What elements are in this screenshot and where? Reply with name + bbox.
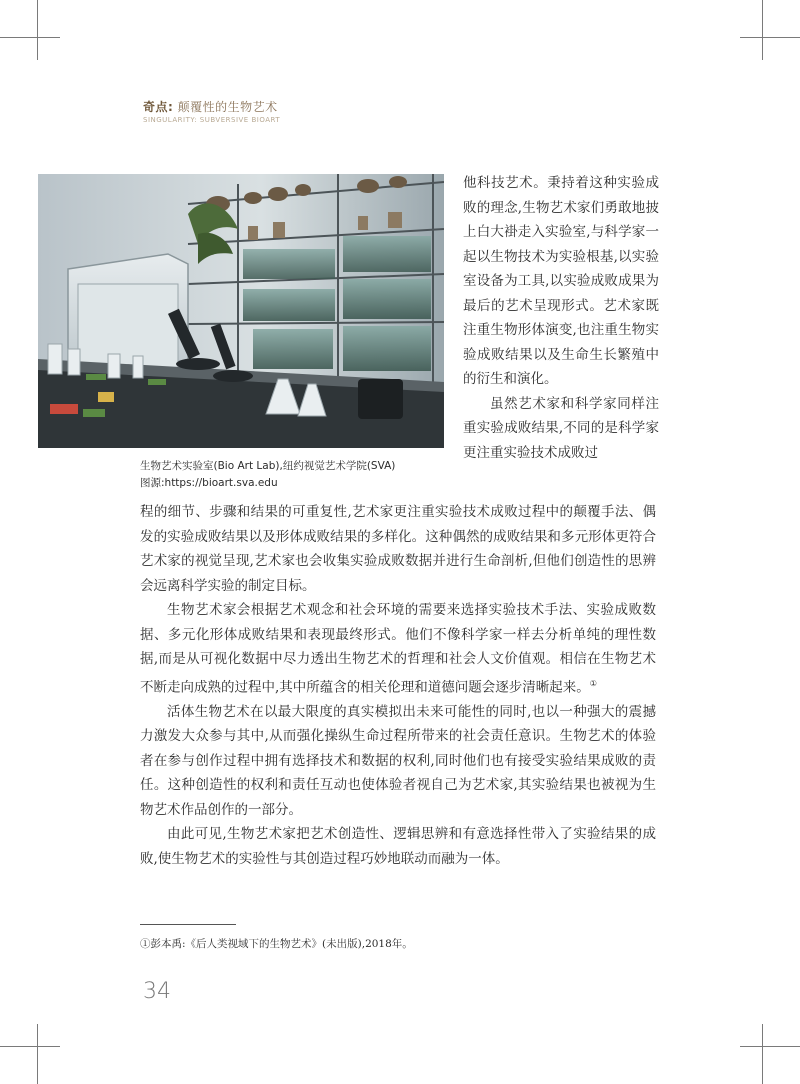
lab-photo — [38, 174, 444, 448]
book-title: 颠覆性的生物艺术 — [177, 100, 278, 114]
paragraph: 程的细节、步骤和结果的可重复性,艺术家更注重实验技术成败过程中的颠覆手法、偶发的实验成败结果以及形体成败结果的多样化。这种偶然的成败结果和多元形体更符合艺术家的视觉呈现,艺术家也会收集实验成败数据并进行生命剖析,但他们创造性的思辨会远离科学实验的制定目标。 — [140, 504, 656, 594]
crop-mark — [740, 37, 800, 38]
caption-title: 生物艺术实验室(Bio Art Lab),纽约视觉艺术学院(SVA) — [140, 460, 396, 472]
footnote: ①彭本禹:《后人类视域下的生物艺术》(未出版),2018年。 — [140, 938, 413, 950]
paragraph — [140, 598, 656, 700]
crop-mark — [37, 0, 38, 60]
body-text — [140, 500, 656, 871]
crop-mark — [37, 1024, 38, 1084]
crop-mark — [0, 37, 60, 38]
book-subtitle: SINGULARITY: SUBVERSIVE BIOART — [143, 116, 281, 124]
paragraph: 他科技艺术。秉持着这种实验成败的理念,生物艺术家们勇敢地披上白大褂走入实验室,与科学家一起以生物技术为实验根基,以实验室设备为工具,以实验成败成果为最后的艺术呈现形式。艺术家既注重生物形体演变,也注重生物实验成败结果以及生命生长繁殖中的衍生和演化。 — [463, 175, 659, 387]
series-name: 奇点: — [143, 100, 174, 114]
page-number: 34 — [143, 979, 171, 1004]
paragraph: 活体生物艺术在以最大限度的真实模拟出未来可能性的同时,也以一种强大的震撼力激发大众参与其中,从而强化操纵生命过程所带来的社会责任意识。生物艺术的体验者在参与创作过程中拥有选择技术和数据的权利,同时他们也有接受实验结果成败的责任。这种创造性的权利和责任互动也使体验者视自己为艺术家,其实验结果也被视为生物艺术作品创作的一部分。 — [140, 703, 656, 818]
crop-mark — [740, 1046, 800, 1047]
crop-mark — [762, 0, 763, 60]
footnote-ref[interactable]: ① — [589, 678, 597, 688]
paragraph-text: 生物艺术家会根据艺术观念和社会环境的需要来选择实验技术手法、实验成败数据、多元化形体成败结果和表现最终形式。他们不像科学家一样去分析单纯的理性数据,而是从可视化数据中尽力透出生物艺术的哲理和社会人文价值观。相信在生物艺术不断走向成熟的过程中,其中所蕴含的相关伦理和道德问题会逐步清晰起来。 — [140, 602, 656, 695]
crop-mark — [762, 1024, 763, 1084]
right-column-text — [463, 171, 659, 465]
paragraph: 虽然艺术家和科学家同样注重实验成败结果,不同的是科学家更注重实验技术成败过 — [463, 395, 659, 461]
figure-caption — [140, 458, 395, 492]
running-header — [143, 98, 280, 124]
caption-source: 图源:https://bioart.sva.edu — [140, 477, 278, 489]
footnote-separator — [140, 924, 236, 925]
crop-mark — [0, 1046, 60, 1047]
paragraph: 由此可见,生物艺术家把艺术创造性、逻辑思辨和有意选择性带入了实验结果的成败,使生物艺术的实验性与其创造过程巧妙地联动而融为一体。 — [140, 826, 656, 867]
